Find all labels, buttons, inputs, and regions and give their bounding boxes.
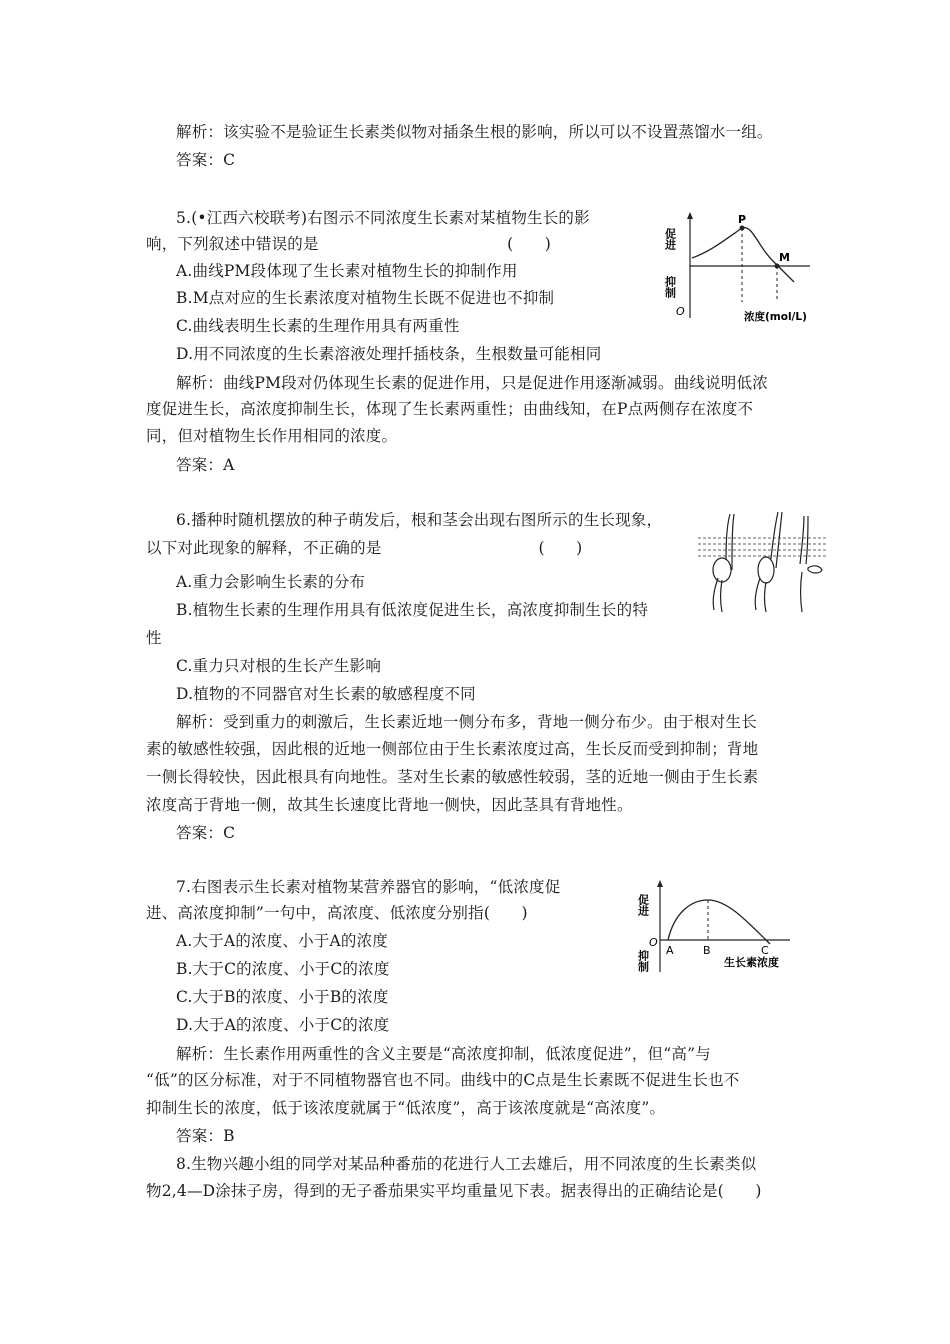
q7-option-b: B.大于C的浓度、小于C的浓度	[176, 960, 390, 978]
q7-stem-line2: 进、高浓度抑制”一句中，高浓度、低浓度分别指( )	[146, 904, 528, 922]
q5-label-promote: 促进	[663, 228, 677, 250]
q6-stem-line2: 以下对此现象的解释，不正确的是 ( )	[146, 539, 583, 557]
q5-analysis-line1: 解析：曲线PM段对仍体现生长素的促进作用，只是促进作用逐渐减弱。曲线说明低浓	[176, 374, 768, 392]
q6-analysis-line3: 一侧长得较快，因此根具有向地性。茎对生长素的敏感性较弱，茎的近地一侧由于生长素	[146, 768, 759, 786]
q7-option-a: A.大于A的浓度、小于A的浓度	[176, 932, 389, 950]
q4-answer: 答案：C	[176, 151, 236, 169]
q5-stem-line2: 响，下列叙述中错误的是 ( )	[146, 235, 551, 253]
q6-option-b-line2: 性	[146, 629, 162, 647]
q5-option-c: C.曲线表明生长素的生理作用具有两重性	[176, 317, 460, 335]
q7-analysis-line1: 解析：生长素作用两重性的含义主要是“高浓度抑制，低浓度促进”，但“高”与	[176, 1045, 711, 1063]
q7-label-inhibit: 抑制	[636, 950, 650, 972]
q6-option-b-line1: B.植物生长素的生理作用具有低浓度促进生长，高浓度抑制生长的特	[176, 601, 649, 619]
q7-option-c: C.大于B的浓度、小于B的浓度	[176, 988, 389, 1006]
q6-seedlings-illustration	[696, 508, 830, 614]
q5-option-a: A.曲线PM段体现了生长素对植物生长的抑制作用	[176, 262, 518, 280]
q5-analysis-line3: 同，但对植物生长作用相同的浓度。	[146, 427, 398, 445]
q5-label-inhibit: 抑制	[663, 276, 677, 298]
q5-growth-curve-figure	[664, 210, 826, 328]
q6-seedling-2	[755, 512, 782, 612]
q7-analysis-line3: 抑制生长的浓度，低于该浓度就属于“低浓度”，高于该浓度就是“高浓度”。	[146, 1099, 666, 1117]
q5-point-p-dot	[740, 226, 745, 231]
q8-stem-line1: 8.生物兴趣小组的同学对某品种番茄的花进行人工去雄后，用不同浓度的生长素类似	[176, 1155, 757, 1173]
q5-label-m: M	[779, 251, 790, 264]
q7-label-c: C	[761, 944, 769, 957]
q6-seedling-3	[800, 516, 822, 612]
q7-xlabel: 生长素浓度	[724, 956, 779, 969]
q6-soil-lines	[698, 538, 828, 556]
q6-option-c: C.重力只对根的生长产生影响	[176, 657, 382, 675]
q5-point-m-dot	[775, 264, 780, 269]
q7-label-a: A	[666, 944, 674, 957]
q5-option-d: D.用不同浓度的生长素溶液处理扦插枝条，生根数量可能相同	[176, 345, 602, 363]
q7-y-axis-arrow	[657, 880, 663, 887]
q6-analysis-line4: 浓度高于背地一侧，故其生长速度比背地一侧快，因此茎具有背地性。	[146, 796, 633, 814]
q5-answer: 答案：A	[176, 456, 235, 474]
q5-option-b: B.M点对应的生长素浓度对植物生长既不促进也不抑制	[176, 289, 555, 307]
q7-label-promote: 促进	[636, 894, 650, 916]
q6-option-a: A.重力会影响生长素的分布	[176, 573, 366, 591]
q5-analysis-line2: 度促进生长，高浓度抑制生长，体现了生长素两重性；由曲线知，在P点两侧存在浓度不	[146, 400, 754, 418]
q7-answer: 答案：B	[176, 1127, 235, 1145]
q7-curve	[668, 900, 770, 944]
q5-xlabel: 浓度(mol/L)	[744, 311, 807, 323]
q6-stem-line1: 6.播种时随机摆放的种子萌发后，根和茎会出现右图所示的生长现象，	[176, 511, 663, 529]
q5-label-origin: O	[676, 305, 685, 318]
q6-analysis-line2: 素的敏感性较强，因此根的近地一侧部位由于生长素浓度过高，生长反而受到抑制；背地	[146, 740, 759, 758]
q5-label-p: P	[738, 213, 747, 226]
q7-label-b: B	[703, 944, 711, 957]
q7-growth-curve-figure	[636, 878, 802, 978]
q7-option-d: D.大于A的浓度、小于C的浓度	[176, 1016, 390, 1034]
q8-stem-line2: 物2,4—D涂抹子房，得到的无子番茄果实平均重量见下表。据表得出的正确结论是( )	[146, 1182, 762, 1200]
q4-analysis: 解析：该实验不是验证生长素类似物对插条生根的影响，所以可以不设置蒸馏水一组。	[176, 123, 773, 141]
q6-option-d: D.植物的不同器官对生长素的敏感程度不同	[176, 685, 476, 703]
q7-analysis-line2: “低”的区分标准，对于不同植物器官也不同。曲线中的C点是生长素既不促进生长也不	[146, 1071, 740, 1089]
q6-analysis-line1: 解析：受到重力的刺激后，生长素近地一侧分布多，背地一侧分布少。由于根对生长	[176, 713, 757, 731]
q6-answer: 答案：C	[176, 824, 236, 842]
q6-seedling-1	[713, 514, 734, 612]
q5-y-axis-arrow	[687, 212, 693, 219]
q5-stem-line1: 5.(•江西六校联考)右图示不同浓度生长素对某植物生长的影	[176, 209, 590, 227]
q7-stem-line1: 7.右图表示生长素对植物某营养器官的影响，“低浓度促	[176, 878, 561, 896]
q7-label-origin: O	[649, 936, 658, 949]
